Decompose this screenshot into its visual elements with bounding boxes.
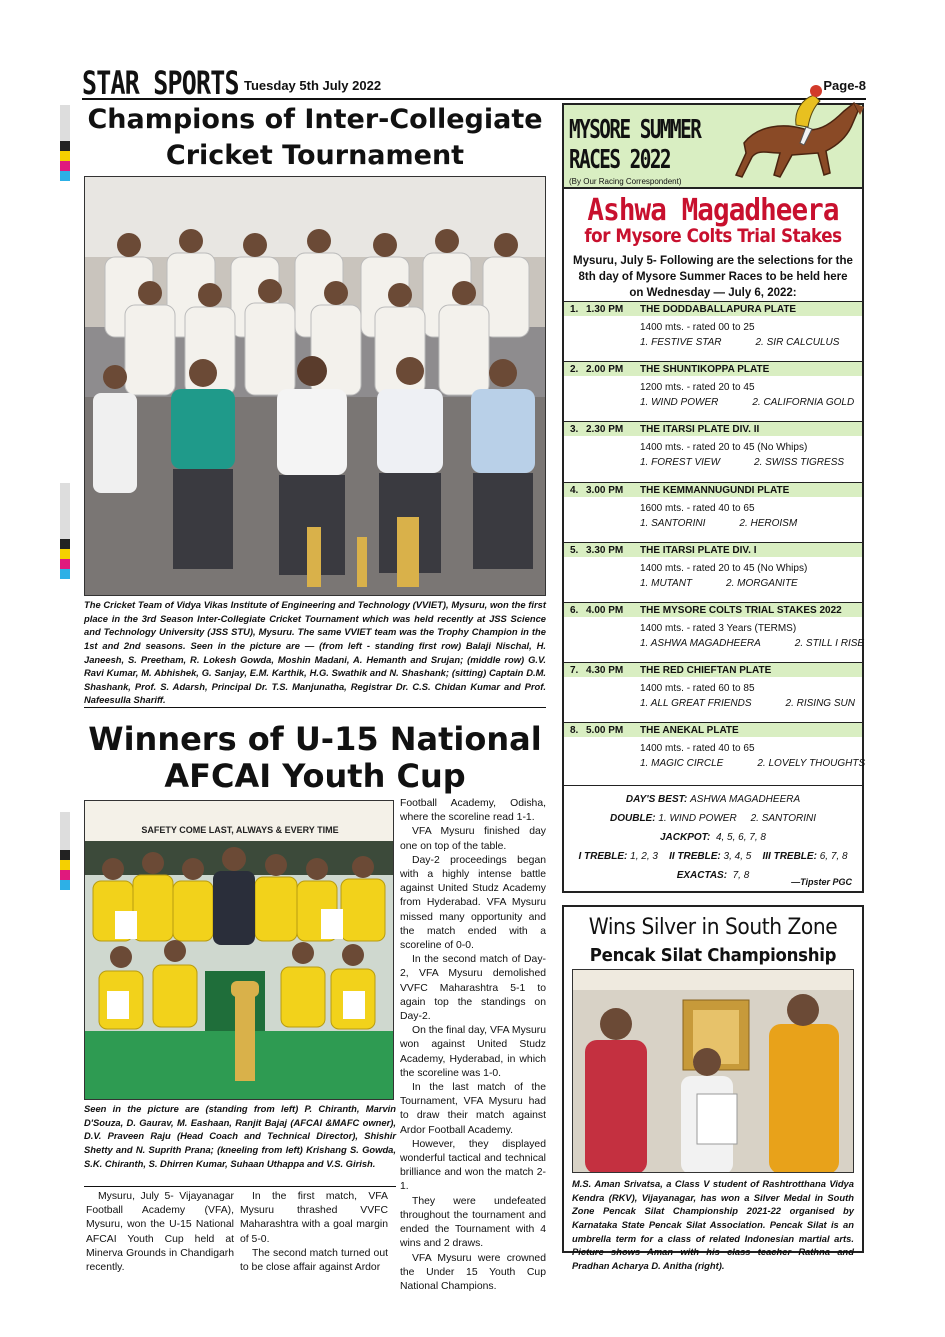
race-time: 2.00 PM: [586, 364, 624, 376]
race-number: 3.: [570, 424, 579, 436]
racing-correspondent-credit: (By Our Racing Correspondent): [569, 177, 682, 186]
race-plate-name: THE ITARSI PLATE DIV. II: [640, 424, 760, 436]
afcai-photo-banner: SAFETY COME LAST, ALWAYS & EVERY TIME: [141, 825, 339, 835]
registration-bar-bottom: [60, 812, 70, 890]
race-selection-2: 2. SWISS TIGRESS: [754, 457, 845, 469]
article-paragraph: On the final day, VFA Mysuru won against United Studz Academy, Hyderabad, in which the scoreline was 1-0.: [400, 1025, 546, 1079]
race-selections: [640, 517, 862, 531]
races-headline: Ashwa Magadheera: [587, 193, 839, 228]
races-header-band: [564, 105, 862, 189]
race-selection-2: 2. SIR CALCULUS: [755, 337, 840, 348]
silat-award-photo-illustration: [573, 970, 854, 1173]
days-best-label: DAY'S BEST:: [625, 794, 688, 805]
race-number: 6.: [570, 604, 579, 616]
race-selection-2: 2. MORGANITE: [726, 577, 798, 589]
race-plate-name: THE RED CHIEFTAN PLATE: [640, 665, 772, 677]
race-number: 1.: [570, 304, 579, 315]
afcai-photo-caption: Seen in the picture are (standing from left) P. Chiranth, Marvin D'Souza, D. Gaurav, M. Eashaan, Ranjit Bajaj (AFCAI &MAFC owner), D.V. Praveen Raju (Head Coach and Technical Director), Shishir Shetty and N. Suprith Prana; (kneeling from left) Krishang S. Gowda, S.K. Chiranth, S. Dhirren Kumar, Suhaan Uthappa and V.S. Girish.: [84, 1103, 396, 1169]
race-row: [564, 542, 862, 602]
race-selection-1: 1. ASHWA MAGADHEERA: [640, 637, 761, 649]
race-time: 2.30 PM: [586, 424, 624, 436]
race-number: 2.: [570, 364, 579, 376]
race-selection-2: 2. CALIFORNIA GOLD: [752, 397, 855, 409]
afcai-caption-rule: [84, 1186, 396, 1187]
race-plate-name: THE KEMMANNUGUNDI PLATE: [640, 484, 790, 496]
afcai-team-photo: [84, 800, 394, 1100]
article-paragraph: They were undefeated throughout the tournament and ended the Tournament with 4 wins and 2 draws.: [400, 1195, 546, 1250]
races-subheadline: for Mysore Colts Trial Stakes: [584, 225, 842, 247]
races-intro-text: Mysuru, July 5- Following are the selections for the 8th day of Mysore Summer Races to be held here on Wednesday — July 6, 2022:: [573, 255, 853, 300]
treble-1-value: 1, 2, 3: [630, 851, 658, 862]
treble-3-value: 6, 7, 8: [819, 851, 848, 862]
article-paragraph: Day-2 proceedings began with a highly intense battle against United Studz Academy from Hyderabad. VFA Mysuru missed many opportunity and the match ended with a scoreline of 0-0.: [400, 854, 546, 952]
treble-3-label: III TREBLE:: [762, 851, 817, 862]
race-selection-1: 1. MUTANT: [640, 577, 693, 589]
silat-headline-line-1: Wins Silver in South Zone: [588, 915, 838, 940]
race-selection-1: 1. FESTIVE STAR: [640, 337, 722, 348]
treble-1-label: I TREBLE:: [578, 851, 628, 862]
race-header-bar: [564, 722, 862, 737]
silat-photo-caption: M.S. Aman Srivatsa, a Class V student of Rashtrotthana Vidya Kendra (RKV), Vijayanagar, has won a Silver Medal in South Zone Pencak Silat Championship 2021-22 organised by Karnataka State Pencak Silat Association. Pencak Silat is an umbrella term for a class of related Indonesian martial arts. Picture shows Aman with his class teacher Rathna and Pradhan Acharya D. Anitha (right).: [572, 1178, 854, 1271]
silat-headline-line-2: Pencak Silat Championship: [589, 945, 837, 966]
article-paragraph: VFA Mysuru finished day one on top of the table.: [400, 826, 546, 852]
race-selection-2: 2. RISING SUN: [785, 698, 855, 710]
article-paragraph: In the first match, VFA Mysuru thrashed VVFC Maharashtra with a goal margin of 5-0.: [240, 1191, 388, 1245]
race-selection-1: 1. MAGIC CIRCLE: [640, 758, 724, 770]
race-plate-name: THE ITARSI PLATE DIV. I: [640, 544, 757, 556]
race-selection-2: 2. STILL I RISE: [794, 637, 865, 649]
afcai-team-photo-illustration: [85, 801, 394, 1100]
treble-line: [564, 847, 862, 866]
race-header-bar: [564, 421, 862, 436]
double-value-2: 2. SANTORINI: [750, 813, 816, 824]
race-number: 7.: [570, 665, 579, 677]
race-selection-1: 1. FOREST VIEW: [640, 457, 721, 469]
article-paragraph: In the second match of Day-2, VFA Mysuru demolished VVFC Maharashtra 5-1 to again top the standings on Day-2.: [400, 954, 546, 1023]
section-brand: STAR SPORTS: [82, 64, 239, 102]
issue-date: Tuesday 5th July 2022: [244, 78, 382, 93]
days-best-value: ASHWA MAGADHEERA: [690, 794, 801, 805]
race-time: 5.00 PM: [586, 725, 624, 737]
race-header-bar: [564, 602, 862, 617]
afcai-article-column-2: [240, 1190, 388, 1275]
jackpot-line: [564, 828, 862, 847]
article-paragraph: However, they displayed wonderful tactical and technical brilliance and won the match 2-1.: [400, 1138, 546, 1193]
race-conditions: 1400 mts. - rated 20 to 45 (No Whips): [640, 442, 808, 454]
race-header-bar: [564, 301, 862, 316]
race-conditions: 1600 mts. - rated 40 to 65: [640, 502, 755, 514]
exactas-value: 7, 8: [732, 870, 750, 881]
races-tips-summary: [564, 785, 862, 885]
race-selections: [640, 577, 862, 591]
pencak-silat-box: [562, 905, 864, 1271]
days-best-line: [564, 790, 862, 809]
race-selections: [640, 396, 862, 410]
article-paragraph: Mysuru, July 5- Vijayanagar Football Academy (VFA), Mysuru, won the U-15 National AFCAI Youth Cup held at Minerva Grounds in Chandigarh recently.: [86, 1191, 234, 1274]
treble-2-value: 3, 4, 5: [723, 851, 752, 862]
race-selections: [640, 456, 862, 470]
cricket-headline-line-2: Cricket Tournament: [165, 140, 465, 171]
race-plate-name: THE SHUNTIKOPPA PLATE: [640, 364, 770, 376]
race-time: 3.30 PM: [586, 544, 624, 556]
afcai-headline-line-1: Winners of U-15 National: [88, 720, 542, 758]
afcai-article-column-1: [86, 1190, 234, 1275]
registration-bar-middle: [60, 483, 70, 579]
article-paragraph: Football Academy, Odisha, where the scoreline read 1-1.: [400, 798, 546, 824]
race-time: 4.00 PM: [586, 604, 624, 616]
race-header-bar: [564, 482, 862, 497]
race-selection-1: 1. WIND POWER: [640, 397, 719, 409]
race-row: [564, 301, 862, 361]
race-selection-2: 2. LOVELY THOUGHTS: [757, 758, 866, 770]
article-paragraph: The second match turned out to be close affair against Ardor: [240, 1247, 388, 1274]
cricket-headline-line-1: Champions of Inter-Collegiate: [87, 104, 543, 135]
article-paragraph: VFA Mysuru were crowned the Under 15 Youth Cup National Champions.: [400, 1252, 546, 1292]
article-paragraph: In the last match of the Tournament, VFA Mysuru had to draw their match against Ardor Football Academy.: [400, 1082, 546, 1136]
afcai-headline-line-2: AFCAI Youth Cup: [164, 757, 466, 795]
double-label: DOUBLE:: [610, 813, 656, 824]
cricket-team-photo-illustration: [85, 177, 546, 596]
cricket-team-photo: [84, 176, 546, 596]
treble-2-label: II TREBLE:: [669, 851, 721, 862]
tipster-credit: —Tipster PGC: [791, 877, 852, 887]
race-selections: [640, 697, 862, 711]
race-selection-2: 2. HEROISM: [739, 517, 798, 529]
race-row: [564, 602, 865, 662]
race-time: 1.30 PM: [586, 304, 624, 315]
race-plate-name: THE ANEKAL PLATE: [640, 725, 739, 737]
afcai-article-column-3: [400, 797, 546, 1294]
double-line: [564, 809, 862, 828]
race-selection-1: 1. ALL GREAT FRIENDS: [640, 698, 752, 710]
race-conditions: 1400 mts. - rated 00 to 25: [640, 322, 755, 333]
race-selections: [640, 757, 866, 771]
jackpot-value: 4, 5, 6, 7, 8: [715, 832, 766, 843]
race-conditions: 1400 mts. - rated 40 to 65: [640, 743, 755, 755]
exactas-label: EXACTAS:: [676, 870, 728, 881]
race-header-bar: [564, 361, 862, 376]
race-selections: [640, 637, 865, 651]
racehorse-jockey-icon: [734, 81, 866, 189]
double-value-1: 1. WIND POWER: [658, 813, 737, 824]
race-conditions: 1200 mts. - rated 20 to 45: [640, 382, 755, 394]
race-header-bar: [564, 542, 862, 557]
race-row: [564, 421, 862, 481]
race-time: 4.30 PM: [586, 665, 624, 677]
race-conditions: 1400 mts. - rated 60 to 85: [640, 683, 755, 695]
race-selections-list: [564, 301, 866, 783]
race-plate-name: THE MYSORE COLTS TRIAL STAKES 2022: [640, 604, 842, 616]
race-row: [564, 482, 862, 542]
races-title-line-2: RACES 2022: [569, 145, 671, 175]
race-conditions: 1400 mts. - rated 3 Years (TERMS): [640, 622, 797, 634]
race-selection-1: 1. SANTORINI: [640, 517, 706, 529]
race-row: [564, 662, 862, 722]
race-header-bar: [564, 662, 862, 677]
race-conditions: 1400 mts. - rated 20 to 45 (No Whips): [640, 562, 808, 574]
silat-award-photo: [572, 969, 854, 1173]
race-row: [564, 361, 862, 421]
race-number: 4.: [570, 484, 579, 496]
page-number: Page-8: [823, 78, 866, 93]
mysore-races-box: [562, 103, 864, 893]
races-title-line-1: MYSORE SUMMER: [569, 115, 701, 145]
race-plate-name: THE DODDABALLAPURA PLATE: [640, 304, 797, 315]
registration-bar-top: [60, 105, 70, 181]
race-row: [564, 722, 866, 782]
race-number: 5.: [570, 544, 579, 556]
cricket-photo-caption: The Cricket Team of Vidya Vikas Institute of Engineering and Technology (VVIET), Mysuru, won the first place in the 3rd Season Inter-Collegiate Cricket Tournament which was held recently at JSS Science and Technology University (JSS STU), Mysuru. The same VVIET team was the Trophy Champion in the 1st and 2nd seasons. Seen in the picture are — (from left - standing first row) Balaji Nischal, H. Janeesh, S. Preetham, R. Lokesh Gowda, Moshin Madani, A. Hemanth and Srujan; (middle row) G.V. Ravi Kumar, M. Abhishek, G. Sanjay, E.M. Karthik, H.G. Swathik and N. Shashank; (sitting) Captain D.M. Shashank, Prof. S. Adarsh, Principal Dr. T.S. Manjunatha, Registrar Dr. C.S. Chidan Kumar and Prof. Nafeesulla Shariff.: [84, 599, 546, 706]
jackpot-label: JACKPOT:: [660, 832, 711, 843]
race-selections: [640, 336, 862, 350]
race-number: 8.: [570, 725, 579, 737]
cricket-caption-rule: [84, 707, 546, 708]
race-time: 3.00 PM: [586, 484, 624, 496]
